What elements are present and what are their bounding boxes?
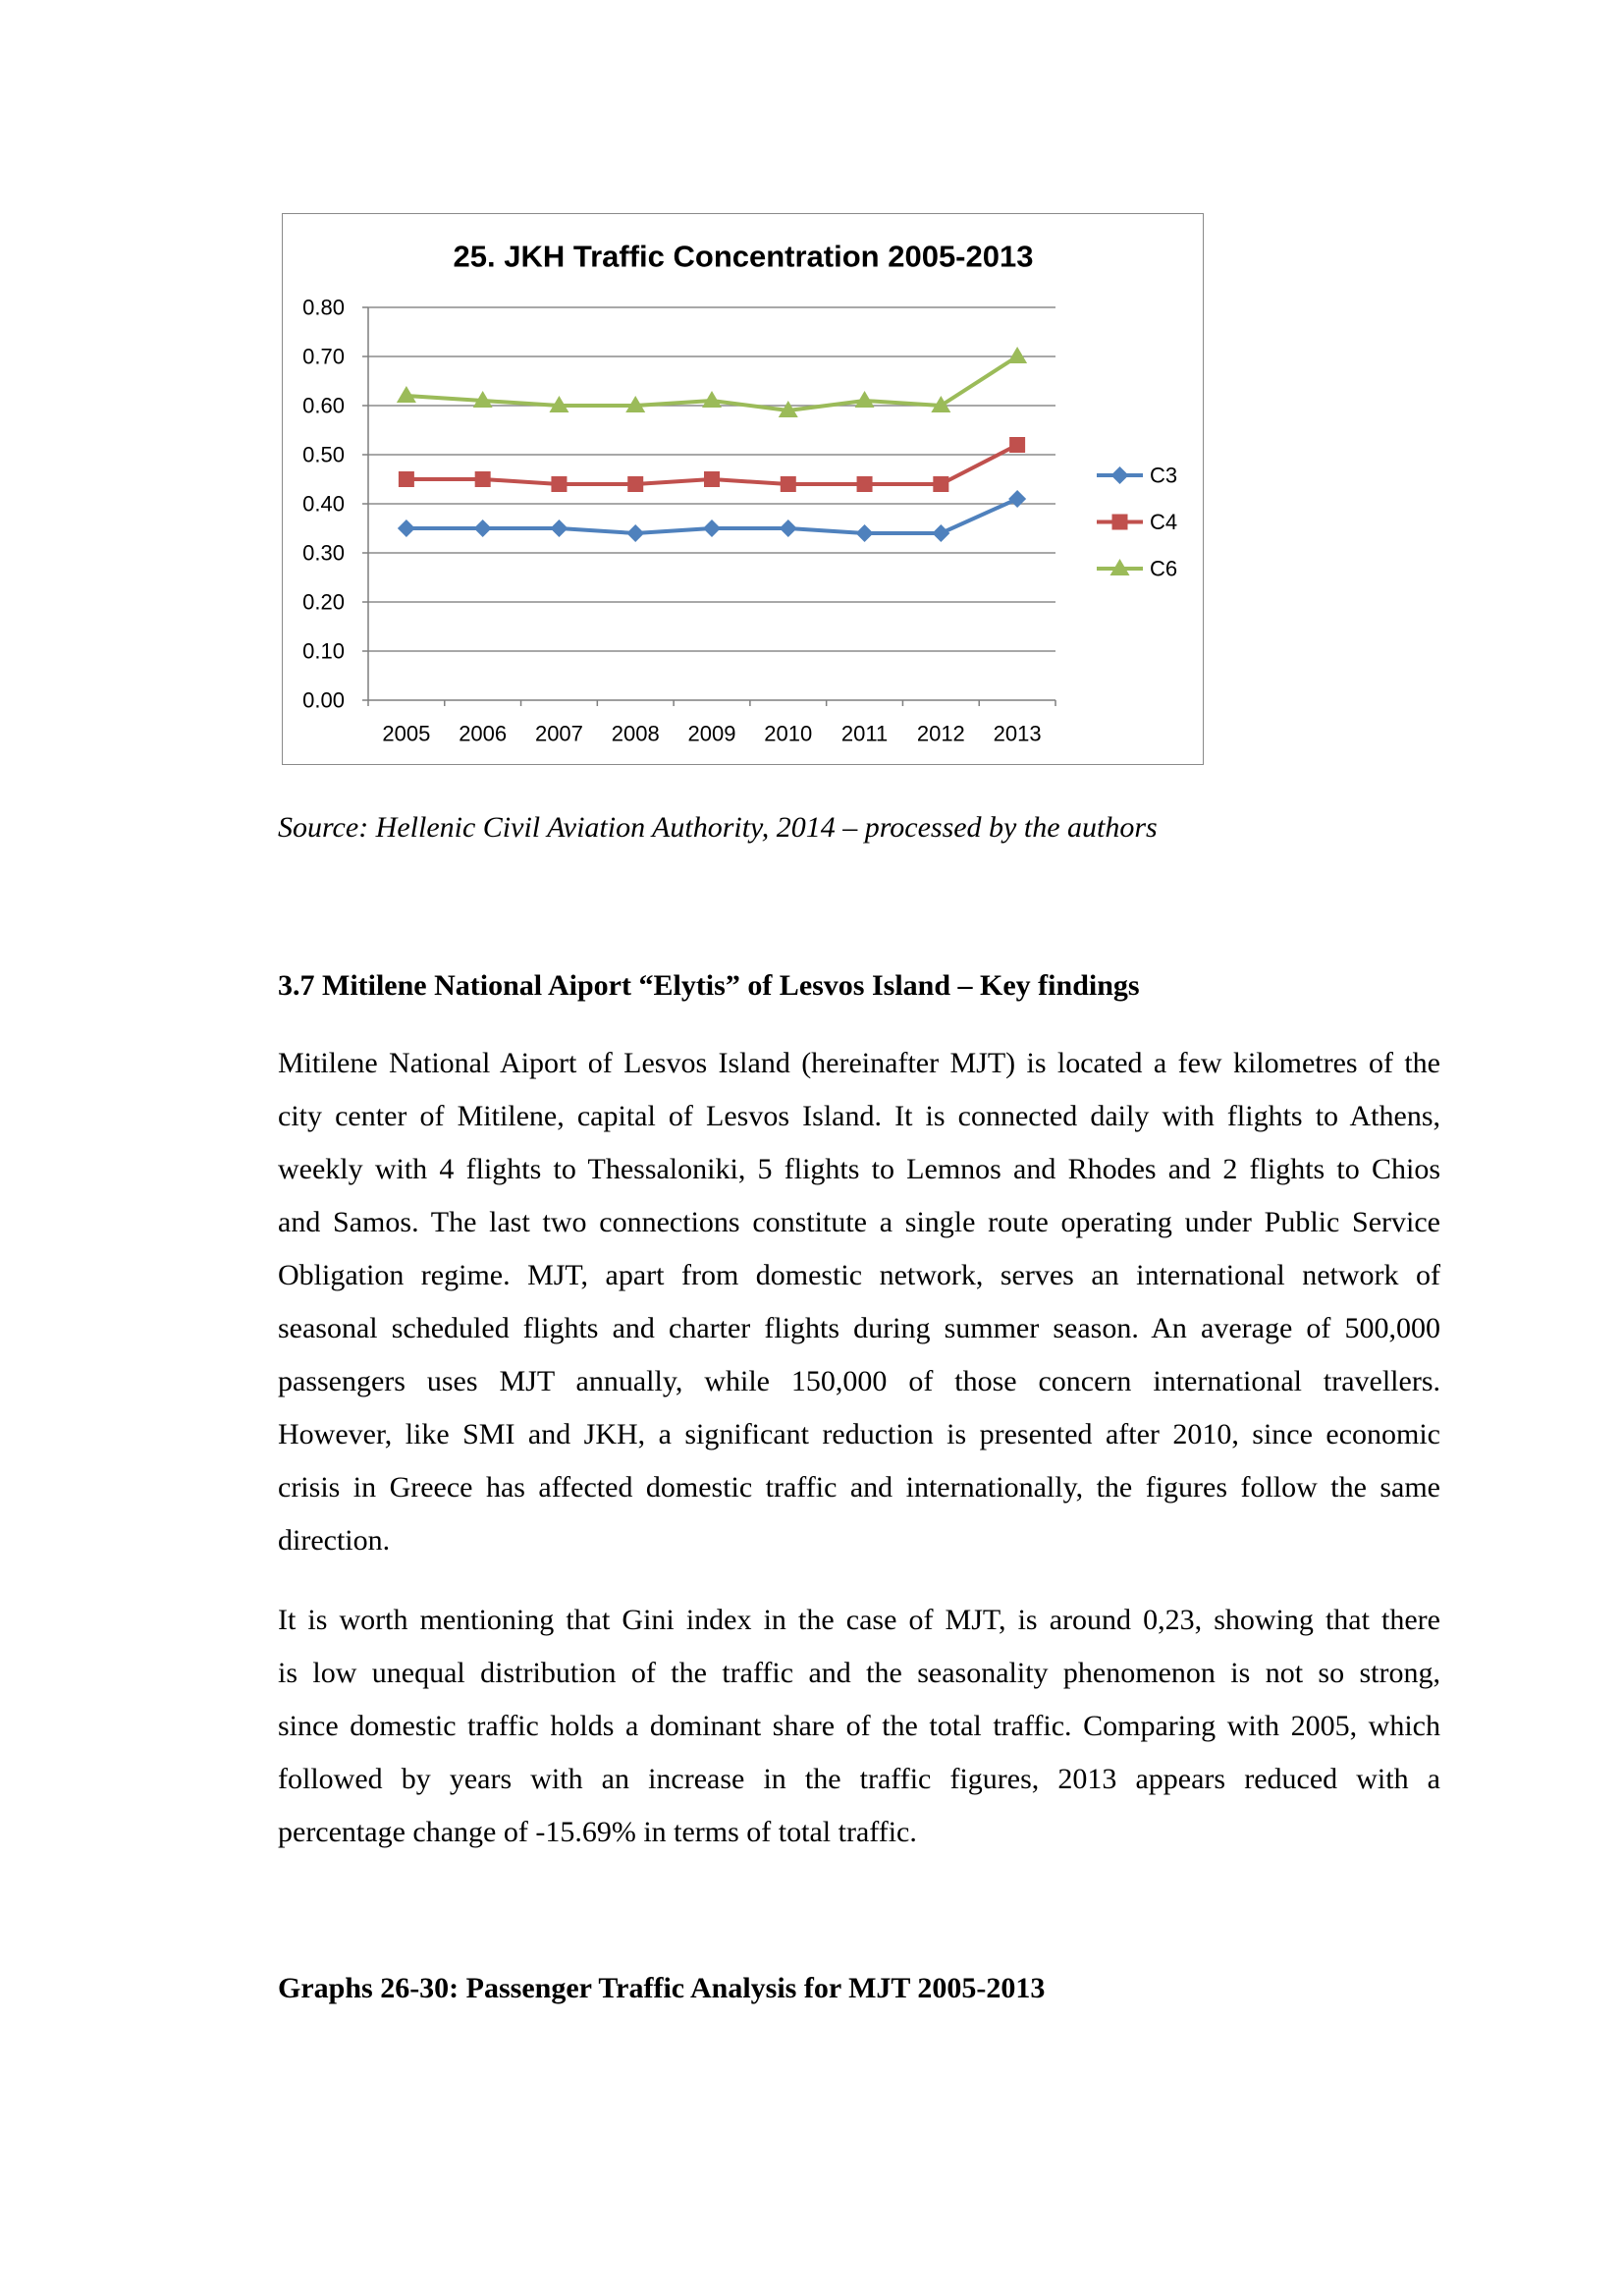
x-tick-label: 2011 [840,721,888,745]
data-point-c4 [704,471,720,487]
x-tick-label: 2005 [381,721,430,745]
y-tick-label: 0.30 [301,540,345,565]
graphs-heading: Graphs 26-30: Passenger Traffic Analysis for MJT 2005-2013 [278,1972,1046,2004]
paragraph-line: since domestic traffic holds a dominant share of the total traffic. Comparing with 2005, which [278,1710,1440,1742]
data-point-c4 [627,476,643,492]
y-tick-label: 0.70 [301,344,345,368]
data-point-c3 [1008,490,1026,508]
legend-marker-c4 [1111,514,1127,529]
x-tick-label: 2008 [611,721,660,745]
data-point-c3 [779,519,796,537]
paragraph-line: crisis in Greece has affected domestic traffic and internationally, the figures follow the same [278,1471,1440,1503]
data-point-c4 [474,471,490,487]
paragraph-line: Obligation regime. MJT, apart from domestic network, serves an international network of [278,1259,1440,1291]
paragraph-line: weekly with 4 flights to Thessaloniki, 5 flights to Lemnos and Rhodes and 2 flights to Chios [278,1153,1440,1185]
data-point-c4 [1009,437,1025,453]
x-tick-label: 2007 [534,721,583,745]
data-point-c4 [780,476,795,492]
y-tick-label: 0.00 [301,687,345,712]
data-point-c3 [855,524,873,542]
data-point-c4 [856,476,872,492]
x-tick-label: 2009 [687,721,735,745]
paragraph-line: However, like SMI and JKH, a significant reduction is presented after 2010, since economic [278,1418,1440,1450]
y-tick-label: 0.60 [301,393,345,417]
x-tick-label: 2010 [763,721,812,745]
chart-title: 25. JKH Traffic Concentration 2005-2013 [453,239,1033,273]
data-point-c3 [932,524,949,542]
data-point-c4 [551,476,567,492]
paragraph-line: direction. [278,1524,391,1557]
paragraph-line: passengers uses MJT annually, while 150,000 of those concern international travellers. [278,1365,1440,1397]
paragraph-line: city center of Mitilene, capital of Lesvos Island. It is connected daily with flights to Athens, [278,1100,1440,1132]
data-point-c6 [1007,347,1027,363]
paragraph-line: It is worth mentioning that Gini index in the case of MJT, is around 0,23, showing that there [278,1604,1440,1636]
paragraph-line: seasonal scheduled flights and charter flights during summer season. An average of 500,000 [278,1312,1440,1344]
y-tick-label: 0.20 [301,589,345,614]
figure-source-caption: Source: Hellenic Civil Aviation Authority, 2014 – processed by the authors [278,811,1158,844]
data-point-c3 [703,519,721,537]
x-tick-label: 2006 [458,721,507,745]
x-tick-label: 2013 [993,721,1042,745]
paragraph-line: followed by years with an increase in the traffic figures, 2013 appears reduced with a [278,1763,1440,1795]
paragraph-line: is low unequal distribution of the traffic and the seasonality phenomenon is not so strong, [278,1657,1440,1689]
line-chart [282,213,1204,765]
data-point-c4 [933,476,948,492]
data-point-c3 [626,524,644,542]
chart [282,213,1204,765]
paragraph-line: percentage change of -15.69% in terms of total traffic. [278,1816,917,1848]
y-tick-label: 0.40 [301,491,345,516]
data-point-c3 [397,519,414,537]
data-point-c3 [550,519,568,537]
legend-marker-c3 [1110,466,1128,484]
x-tick-label: 2012 [916,721,965,745]
y-tick-label: 0.50 [301,442,345,466]
legend-label-c3: C3 [1149,463,1177,487]
paragraph [278,1037,1440,1567]
data-point-c4 [398,471,413,487]
y-tick-label: 0.80 [301,295,345,319]
section-heading: 3.7 Mitilene National Aiport “Elytis” of Lesvos Island – Key findings [278,969,1140,1002]
paragraph [278,1594,1440,1859]
paragraph-line: Mitilene National Aiport of Lesvos Island (hereinafter MJT) is located a few kilometres of the [278,1047,1440,1079]
legend-label-c4: C4 [1149,509,1177,534]
legend-label-c6: C6 [1149,556,1177,580]
y-tick-label: 0.10 [301,638,345,663]
paragraph-line: and Samos. The last two connections constitute a single route operating under Public Service [278,1206,1440,1238]
data-point-c3 [473,519,491,537]
